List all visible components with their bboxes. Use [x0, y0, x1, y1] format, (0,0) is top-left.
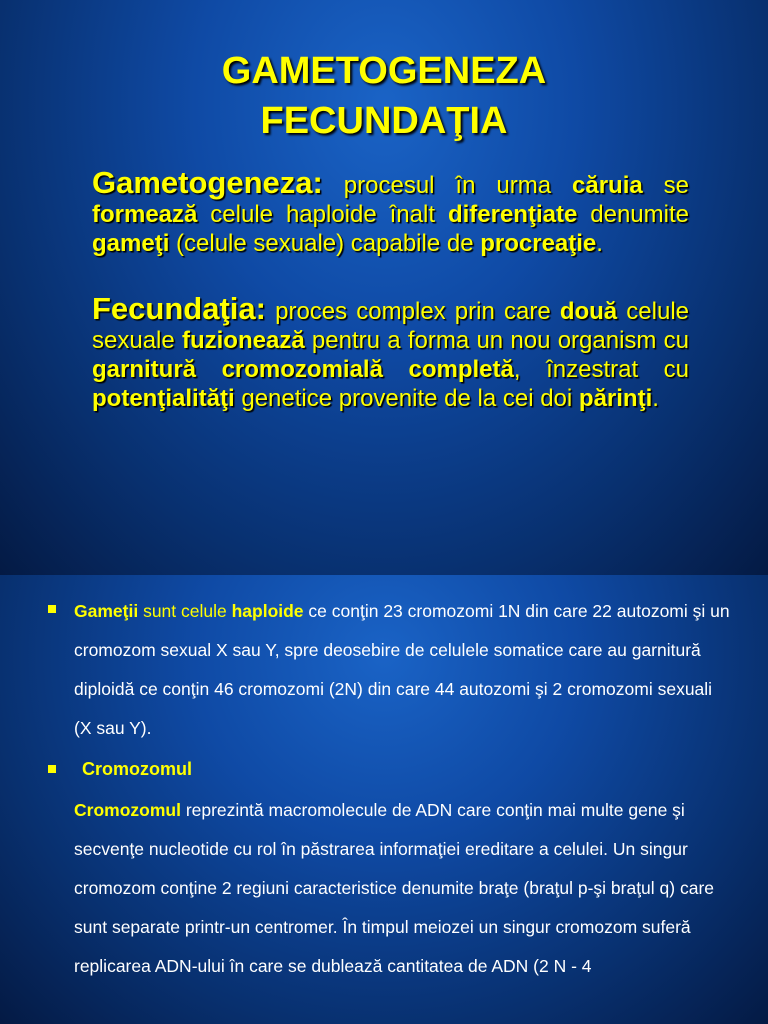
slide-title-line-2: FECUNDAŢIA [260, 100, 508, 142]
text-segment: genetice provenite de la cei doi [234, 385, 579, 412]
slide-gametii-cromozomul [0, 575, 768, 1024]
text-segment: . [596, 230, 603, 257]
text-segment: garnitură [92, 356, 197, 383]
term-gametogeneza: Gametogeneza: [92, 165, 323, 200]
text-segment: potenţialităţi [92, 385, 235, 412]
text-segment: gameţi [92, 230, 170, 257]
keyword-cromozomul: Cromozomul [74, 800, 181, 820]
keyword-gametii: Gameţii [74, 601, 139, 621]
text-segment: formează [92, 201, 198, 228]
bullet-square-icon [48, 765, 56, 773]
bullet-text-gametii [74, 592, 734, 748]
slide-title-line-1: GAMETOGENEZA [221, 50, 547, 92]
text-segment: proces complex prin care [265, 298, 560, 325]
text-segment: cromozomială [221, 356, 383, 383]
text-segment: pentru a forma un nou organism cu [304, 327, 690, 354]
bullet-square-icon [48, 605, 56, 613]
bullet-heading-cromozomul: Cromozomul [82, 759, 192, 779]
text-segment: (celule sexuale) capabile de [169, 230, 481, 257]
paragraph-cromozomul [74, 791, 734, 986]
text-segment: . [652, 385, 659, 412]
text-segment: completă [408, 356, 514, 383]
text-segment: procreaţie [480, 230, 597, 257]
text-segment: diferenţiate [447, 201, 578, 228]
text-segment: fuzionează [181, 327, 305, 354]
text-segment: se [642, 172, 689, 199]
text-segment: căruia [572, 172, 643, 199]
keyword-haploide: haploide [231, 601, 304, 621]
text-segment: părinţi [578, 385, 653, 412]
text-segment: celule sexuale [92, 298, 690, 354]
text-segment: reprezintă macromolecule de ADN care conţin mai multe gene şi secvenţe nucleotide cu rol în păstrarea informaţiei ereditare a celulei. Un singur cromozom conţine 2 regiuni caracteristice denumite braţe (braţul p-şi braţul q) care sunt separate printr-un centromer. În timpul meiozei un singur cromozom suferă replicarea ADN-ului în care se dublează cantitatea de ADN (2 N - 4 [74, 800, 715, 976]
term-fecundatia: Fecundaţia: [92, 291, 266, 326]
text-segment: două [559, 298, 618, 325]
text-segment [383, 356, 409, 383]
text-segment: procesul în urma [322, 172, 572, 199]
text-segment: sunt celule [138, 601, 232, 621]
text-segment: celule haploide înalt [197, 201, 448, 228]
text-segment: , înzestrat cu [513, 356, 690, 383]
definition-gametogeneza [92, 165, 689, 258]
text-segment: denumite [577, 201, 689, 228]
text-segment: ce conţin 23 cromozomi 1N din care 22 autozomi şi un cromozom sexual X sau Y, spre deosebire de celulele somatice care au garnitură diploidă ce conţin 46 cromozomi (2N) din care 44 autozomi şi 2 cromozomi sexuali (X sau Y). [74, 601, 730, 738]
text-segment [196, 356, 222, 383]
definition-fecundatia [92, 291, 690, 413]
